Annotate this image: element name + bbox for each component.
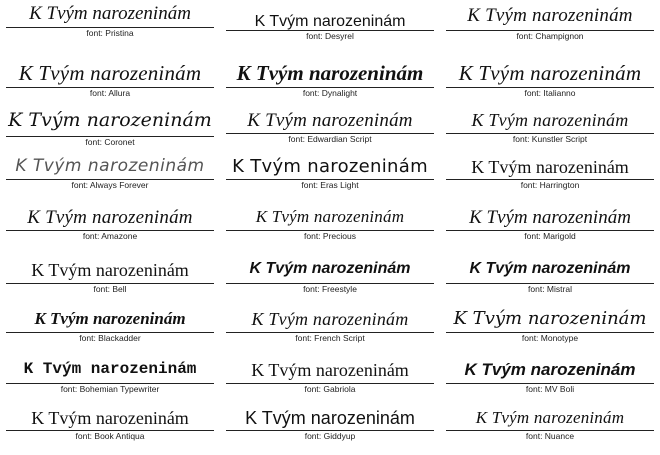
specimen-gabriola [220, 354, 440, 405]
font-label: font: Gabriola [304, 383, 356, 394]
sample-text: K Tvým narozeninám [471, 156, 629, 177]
sample-text: K Tvým narozeninám [8, 109, 212, 131]
specimen-book-antiqua [0, 404, 220, 455]
specimen-kunstler-script [440, 101, 660, 152]
font-label: font: Bohemian Typewriter [60, 383, 160, 394]
specimen-coronet [0, 101, 220, 152]
sample-text: K Tvým narozeninám [453, 308, 647, 329]
sample-text: K Tvým narozeninám [232, 155, 428, 177]
specimen-blackadder [0, 303, 220, 354]
sample-text: K Tvým narozeninám [29, 3, 191, 24]
specimen-pristina [0, 0, 220, 51]
sample-text: K Tvým narozeninám [475, 408, 625, 427]
specimen-nuance [440, 404, 660, 455]
font-label: font: Coronet [85, 137, 135, 147]
specimen-bell [0, 253, 220, 304]
specimen-freestyle [220, 253, 440, 304]
sample-text: K Tvým narozeninám [31, 408, 189, 428]
font-label: font: Giddyup [304, 431, 356, 441]
sample-text: K Tvým narozeninám [15, 155, 205, 176]
specimen-giddyup [220, 404, 440, 455]
sample-text: K Tvým narozeninám [251, 359, 409, 380]
font-label: font: Desyrel [306, 31, 354, 41]
specimen-mistral [440, 253, 660, 304]
sample-text: K Tvým narozeninám [254, 13, 406, 30]
font-label: font: Allura [89, 87, 131, 98]
specimen-italianno [440, 51, 660, 102]
specimen-edwardian-script [220, 101, 440, 152]
sample-text: K Tvým narozeninám [467, 5, 633, 26]
font-label: font: Mistral [528, 283, 572, 294]
font-label: font: Dynalight [302, 87, 358, 98]
specimen-amazone [0, 202, 220, 253]
sample-text: K Tvým narozeninám [23, 359, 197, 378]
specimen-harrington [440, 152, 660, 203]
font-label: font: Monotype [521, 333, 579, 343]
specimen-always-forever [0, 152, 220, 203]
font-label: font: Blackadder [79, 333, 141, 343]
sample-text: K Tvým narozeninám [458, 60, 642, 85]
font-label: font: Freestyle [303, 283, 357, 294]
font-label: font: Italianno [524, 87, 576, 98]
sample-text: K Tvým narozeninám [18, 60, 202, 85]
sample-text: K Tvým narozeninám [255, 207, 405, 226]
sample-text: K Tvým narozeninám [31, 259, 189, 280]
font-label: font: Amazone [82, 231, 138, 241]
specimen-champignon [440, 0, 660, 51]
specimen-bohemian-typewriter [0, 354, 220, 405]
specimen-allura [0, 51, 220, 102]
specimen-desyrel [220, 0, 440, 51]
font-label: font: Book Antiqua [75, 431, 145, 441]
font-label: font: Edwardian Script [288, 134, 372, 144]
font-label: font: Kunstler Script [512, 134, 588, 144]
font-label: font: Nuance [525, 431, 575, 441]
specimen-dynalight [220, 51, 440, 102]
sample-text: K Tvým narozeninám [249, 259, 411, 277]
font-label: font: MV Boli [525, 383, 575, 394]
sample-text: K Tvým narozeninám [245, 408, 415, 428]
sample-text: K Tvým narozeninám [464, 359, 636, 379]
sample-text: K Tvým narozeninám [471, 110, 629, 130]
specimen-eras-light [220, 152, 440, 203]
font-label: font: Bell [93, 283, 127, 294]
sample-text: K Tvým narozeninám [469, 207, 631, 228]
font-label: font: Precious [304, 231, 356, 241]
specimen-precious [220, 202, 440, 253]
font-label: font: French Script [295, 333, 365, 343]
sample-text: K Tvým narozeninám [34, 309, 186, 328]
font-label: font: Eras Light [301, 179, 359, 190]
specimen-mv-boli [440, 354, 660, 405]
sample-text: K Tvým narozeninám [236, 60, 424, 85]
font-label: font: Marigold [524, 231, 576, 241]
font-label: font: Harrington [520, 179, 580, 190]
sample-text: K Tvým narozeninám [251, 309, 409, 329]
font-label: font: Pristina [86, 28, 134, 38]
sample-text: K Tvým narozeninám [27, 207, 193, 228]
sample-text: K Tvým narozeninám [247, 110, 413, 131]
specimen-marigold [440, 202, 660, 253]
specimen-french-script [220, 303, 440, 354]
font-label: font: Always Forever [71, 179, 149, 190]
sample-text: K Tvým narozeninám [469, 259, 631, 277]
font-label: font: Champignon [516, 31, 584, 41]
specimen-monotype [440, 303, 660, 354]
